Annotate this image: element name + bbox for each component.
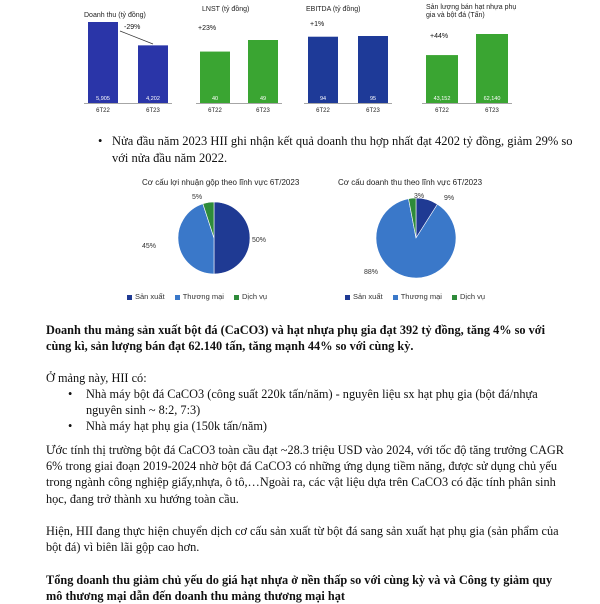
- slice-label: 88%: [364, 269, 379, 276]
- summary-text: Nửa đầu năm 2023 HII ghi nhận kết quả doanh thu hợp nhất đạt 4202 tỷ đồng, giảm 29% so với nửa đầu năm 2022.: [112, 134, 573, 165]
- legend-label: Sản xuất: [353, 292, 383, 301]
- bars-volume: [420, 0, 520, 112]
- pie-title-profit: Cơ cấu lợi nhuận gộp theo lĩnh vực 6T/2023: [142, 178, 300, 187]
- chart-title: LNST (tỷ đồng): [202, 6, 250, 13]
- slice-label: 50%: [252, 237, 267, 244]
- change-arrow: [120, 31, 153, 44]
- bar-value-label: 62,140: [483, 96, 501, 102]
- bar-value-label: 5,905: [96, 96, 110, 102]
- bar: [308, 37, 338, 103]
- bar-value-label: 40: [211, 96, 219, 102]
- pie-title-revenue: Cơ cấu doanh thu theo lĩnh vực 6T/2023: [338, 178, 483, 187]
- bar: [248, 40, 278, 103]
- bars-ebitda: [302, 0, 392, 112]
- summary-bullet: [98, 133, 582, 167]
- legend-swatch-dich-vu: [234, 295, 239, 300]
- list-item: [46, 386, 546, 418]
- legend-swatch-thuong-mai: [175, 295, 180, 300]
- x-tick-label: 6T22: [208, 108, 222, 114]
- slice-label: 45%: [142, 243, 157, 250]
- bar: [476, 34, 508, 103]
- change-label: +23%: [198, 25, 217, 32]
- x-tick-label: 6T23: [256, 108, 270, 114]
- paragraph-shift: Hiện, HII đang thực hiện chuyển dịch cơ cấu sản xuất từ bột đá sang sản xuất hạt phụ gia (sản phẩm của bột đá) vì biên lãi gộp cao hơn.: [46, 524, 559, 555]
- bar-chart-lnst: [190, 0, 280, 112]
- pie-chart-revenue: [360, 190, 480, 290]
- legend-swatch-thuong-mai: [393, 295, 398, 300]
- chart-title: EBITDA (tỷ đồng): [306, 6, 361, 13]
- x-tick-label: 6T22: [316, 108, 330, 114]
- change-label: -29%: [124, 24, 141, 31]
- bar-value-label: 49: [259, 96, 267, 102]
- change-label: +44%: [430, 33, 449, 40]
- legend-label: Thương mại: [400, 292, 442, 301]
- chart-title: Doanh thu (tỷ đồng): [84, 12, 146, 19]
- bar-value-label: 43,152: [433, 96, 451, 102]
- x-tick-label: 6T22: [435, 108, 449, 114]
- pie-legend-revenue: [345, 292, 485, 301]
- legend-label: Dịch vụ: [460, 292, 486, 301]
- bar: [358, 36, 388, 103]
- legend-swatch-dich-vu: [452, 295, 457, 300]
- slice-label: 9%: [444, 195, 455, 202]
- change-label: +1%: [310, 21, 325, 28]
- x-tick-label: 6T22: [96, 108, 110, 114]
- bar: [138, 45, 168, 103]
- chart-title: Sản lượng bán hạt nhựa phụ gia và bột đá (Tấn): [426, 4, 517, 19]
- x-tick-label: 6T23: [366, 108, 380, 114]
- paragraph-total-revenue: Tổng doanh thu giảm chủ yếu do giá hạt nhựa ở nền thấp so với cùng kỳ và và Công ty giảm quy mô thương mại dẫn đến doanh thu mảng thương mại hạt: [46, 573, 553, 604]
- x-tick-label: 6T23: [146, 108, 160, 114]
- pie-chart-profit: [138, 190, 270, 290]
- legend-swatch-san-xuat: [127, 295, 132, 300]
- bullet-icon: •: [68, 387, 73, 401]
- paragraph-market: Ước tính thị trường bột đá CaCO3 toàn cầu đạt ~28.3 triệu USD vào 2024, với tốc độ tăng trưởng CAGR 6% trong giai đoạn 2019-2024 nhờ bột đá CaCO3 có những ứng dụng tiềm năng, được sử dụng chủ yếu trong ngành công nghiệp giấy,nhựa, ô tô,…Ngoài ra, các vật liệu dựa trên CaCO3 có đặc tính phân sinh học, đang trở thành xu hướng toàn cầu.: [46, 443, 564, 506]
- facility-list: [46, 386, 546, 434]
- bar: [88, 22, 118, 103]
- bar-value-label: 4,202: [146, 96, 160, 102]
- legend-label: Sản xuất: [135, 292, 165, 301]
- bullet-icon: •: [68, 419, 73, 433]
- paragraph-intro-list: Ở mảng này, HII có:: [46, 371, 147, 385]
- legend-label: Thương mại: [182, 292, 224, 301]
- slice-label: 3%: [414, 193, 425, 200]
- slice-label: 5%: [192, 194, 203, 201]
- bar-chart-revenue: [80, 0, 170, 112]
- list-item-text: Nhà máy hạt phụ gia (150k tấn/năm): [86, 419, 267, 433]
- pie-legend-profit: [127, 292, 267, 301]
- bar-value-label: 94: [319, 96, 327, 102]
- bar-chart-volume: [420, 0, 520, 112]
- pie-slice: [214, 202, 250, 274]
- paragraph-production-revenue: Doanh thu mảng sản xuất bột đá (CaCO3) và hạt nhựa phụ gia đạt 392 tỷ đồng, tăng 4% so với cùng kì, sản lượng bán đạt 62.140 tấn, tăng mạnh 44% so với cùng kỳ.: [46, 323, 545, 354]
- legend-swatch-san-xuat: [345, 295, 350, 300]
- x-tick-label: 6T23: [485, 108, 499, 114]
- list-item: [46, 418, 546, 434]
- list-item-text: Nhà máy bột đá CaCO3 (công suất 220k tấn/năm) - nguyên liệu sx hạt phụ gia (bột đá/nhựa nguyên sinh ~ 8:2, 7:3): [86, 387, 538, 417]
- bars-revenue: [80, 0, 170, 112]
- bar-value-label: 95: [369, 96, 377, 102]
- bar-chart-ebitda: [302, 0, 392, 112]
- legend-label: Dịch vụ: [242, 292, 268, 301]
- bullet-icon: •: [98, 134, 103, 148]
- bars-lnst: [190, 0, 280, 112]
